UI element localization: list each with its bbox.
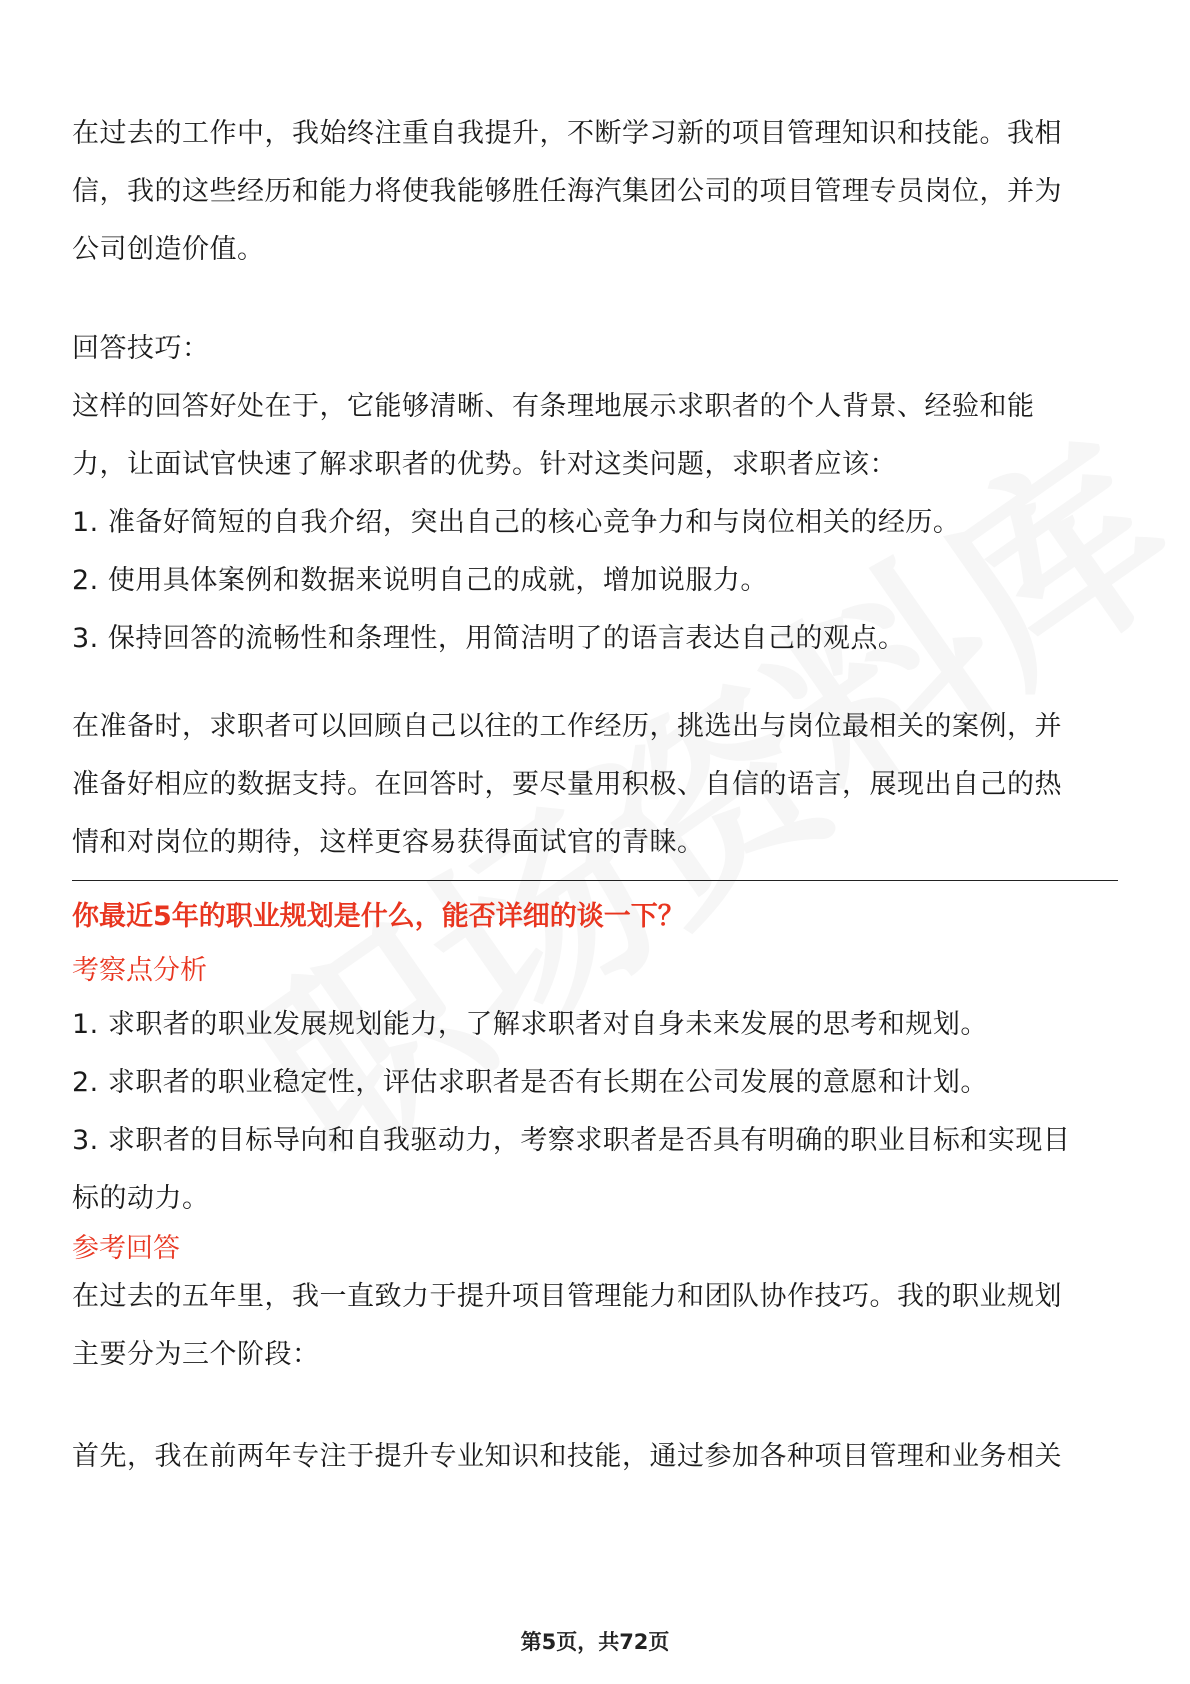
text-line: 公司创造价值。 — [72, 234, 265, 265]
text-line: 这样的回答好处在于，它能够清晰、有条理地展示求职者的个人背景、经验和能 — [72, 391, 1035, 422]
tips-list-item: 2. 使用具体案例和数据来说明自己的成就，增加说服力。 — [72, 565, 768, 596]
text-line: 信，我的这些经历和能力将使我能够胜任海汽集团公司的项目管理专员岗位，并为 — [72, 176, 1062, 207]
analysis-heading: 考察点分析 — [72, 955, 207, 986]
answer-paragraph — [72, 1268, 1062, 1384]
text-line: 在过去的五年里，我一直致力于提升项目管理能力和团队协作技巧。我的职业规划 — [72, 1281, 1062, 1312]
tips-list-item: 3. 保持回答的流畅性和条理性，用简洁明了的语言表达自己的观点。 — [72, 623, 906, 654]
text-line: 在过去的工作中，我始终注重自我提升，不断学习新的项目管理知识和技能。我相 — [72, 118, 1062, 149]
text-line: 准备好相应的数据支持。在回答时，要尽量用积极、自信的语言，展现出自己的热 — [72, 769, 1062, 800]
analysis-list-item: 1. 求职者的职业发展规划能力，了解求职者对自身未来发展的思考和规划。 — [72, 1009, 988, 1040]
answer-heading: 参考回答 — [72, 1233, 180, 1264]
intro-paragraph — [72, 105, 1062, 279]
analysis-list-item: 2. 求职者的职业稳定性，评估求职者是否有长期在公司发展的意愿和计划。 — [72, 1067, 988, 1098]
text-line: 在准备时，求职者可以回顾自己以往的工作经历，挑选出与岗位最相关的案例，并 — [72, 711, 1062, 742]
tips-list-item: 1. 准备好简短的自我介绍，突出自己的核心竞争力和与岗位相关的经历。 — [72, 507, 961, 538]
analysis-list — [72, 996, 1070, 1228]
text-line: 主要分为三个阶段： — [72, 1339, 320, 1370]
text-line: 首先，我在前两年专注于提升专业知识和技能，通过参加各种项目管理和业务相关 — [72, 1441, 1062, 1472]
analysis-list-item: 3. 求职者的目标导向和自我驱动力，考察求职者是否具有明确的职业目标和实现目 — [72, 1125, 1071, 1156]
text-line: 情和对岗位的期待，这样更容易获得面试官的青睐。 — [72, 827, 705, 858]
tips-title: 回答技巧： — [72, 333, 210, 364]
text-line: 力，让面试官快速了解求职者的优势。针对这类问题，求职者应该： — [72, 449, 897, 480]
analysis-list-item: 标的动力。 — [72, 1183, 210, 1214]
preparation-paragraph — [72, 698, 1062, 872]
page-number: 第5页，共72页 — [520, 1630, 670, 1654]
section-divider — [72, 880, 1118, 881]
answer-paragraph — [72, 1428, 1062, 1486]
question-heading: 你最近5年的职业规划是什么，能否详细的谈一下？ — [72, 901, 685, 932]
tips-section — [72, 320, 1035, 668]
